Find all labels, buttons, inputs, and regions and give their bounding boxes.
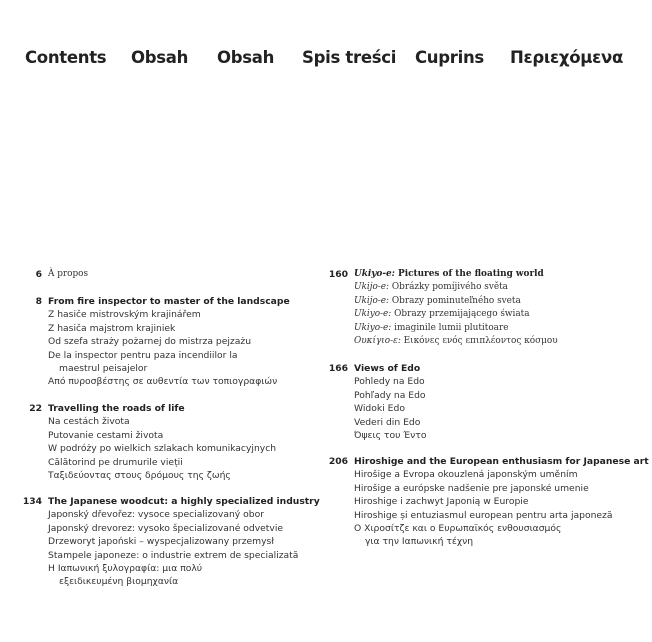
toc-entry[interactable] (320, 268, 652, 362)
translation-italic-part: Ukiyo-e: (354, 322, 392, 333)
entry-translation: Widoki Edo (354, 403, 405, 415)
translation-rest: Εικόνες ενός επιπλέοντος κόσμου (400, 336, 558, 347)
toc-entry[interactable] (0, 268, 320, 295)
entry-translation: De la inspector pentru paza incendiilor la (48, 349, 238, 361)
toc-entry[interactable] (320, 455, 652, 549)
page-number: 134 (22, 496, 42, 507)
toc-left-column (0, 268, 320, 589)
toc-entry[interactable] (0, 495, 320, 589)
entry-translation: Από πυροσβέστης σε αυθεντία των τοπιογραφιών (48, 376, 278, 388)
toc-entry[interactable] (320, 362, 652, 455)
entry-translation: Η Ιαπωνική ξυλογραφία: μια πολύ (48, 563, 203, 575)
entry-translation: Hiroshige i zachwyt Japonią w Europie (354, 496, 529, 508)
toc-entry[interactable] (0, 295, 320, 402)
entry-translation: Pohľady na Edo (354, 389, 426, 401)
translation-rest: imaginile lumii plutitoare (391, 322, 509, 333)
entry-translation: W podróży po wielkich szlakach komunikacyjnych (48, 443, 277, 455)
entry-title: Views of Edo (354, 363, 421, 374)
entry-translation: Japonský drevorez: vysoko špecializované odvetvie (48, 522, 284, 534)
heading-polish: Spis treści (302, 48, 397, 67)
entry-translation: Hiroshige și entuziasmul european pentru arta japoneză (354, 509, 613, 521)
page-number: 160 (328, 269, 348, 280)
page-number: 166 (328, 363, 348, 374)
entry-translation: Od szefa straży pożarnej do mistrza pejzażu (48, 336, 252, 348)
heading-romanian: Cuprins (415, 48, 484, 67)
translation-rest: Obrazy przemijającego świata (391, 309, 530, 320)
entry-translation: maestrul peisajelor (59, 363, 148, 375)
entry-title: The Japanese woodcut: a highly specialized industry (48, 496, 320, 507)
entry-translation: Vederi din Edo (354, 416, 421, 428)
entry-translation: Όψεις του Έντο (354, 430, 427, 442)
entry-translation (354, 281, 652, 294)
title-rest: Pictures of the floating world (394, 269, 544, 279)
translation-italic-part: Ukiyo-e: (354, 309, 392, 320)
page-number: 206 (328, 456, 348, 467)
translation-italic-part: Ουκίγιο-ε: (354, 336, 401, 347)
entry-translation (354, 335, 652, 348)
translation-italic-part: Ukijo-e: (354, 295, 390, 306)
page-number: 22 (29, 403, 42, 414)
toc-right-column (320, 268, 652, 549)
entry-translation (354, 322, 652, 335)
entry-translation: Hirošige a Evropa okouzlená japonským uměním (354, 469, 578, 481)
entry-translation: Drzeworyt japoński – wyspecjalizowany przemysł (48, 536, 274, 548)
entry-title: Hiroshige and the European enthusiasm for Japanese art (354, 456, 649, 467)
entry-translation: Na cestách života (48, 416, 130, 428)
page-number: 8 (35, 296, 42, 307)
entry-translation: Ταξιδεύοντας στους δρόμους της ζωής (48, 470, 231, 482)
heading-slovak: Obsah (217, 48, 275, 67)
entry-translation (354, 308, 652, 321)
heading-english: Contents (25, 48, 107, 67)
entry-title (354, 268, 652, 281)
entry-title: From fire inspector to master of the landscape (48, 296, 290, 307)
entry-translation: Stampele japoneze: o industrie extrem de specializată (48, 549, 299, 561)
entry-translation: Putovanie cestami života (48, 429, 164, 441)
translation-rest: Obrazy pominuteľného sveta (389, 295, 521, 306)
translation-italic-part: Ukijo-e: (354, 282, 390, 293)
heading-czech: Obsah (131, 48, 189, 67)
entry-translation (354, 295, 652, 308)
entry-translation: Z hasiča majstrom krajiniek (48, 322, 176, 334)
entry-title: À propos (48, 269, 89, 279)
entry-translation: εξειδικευμένη βιομηχανία (59, 576, 179, 588)
entry-title: Travelling the roads of life (48, 403, 185, 414)
contents-header (0, 48, 652, 74)
title-italic-part: Ukiyo-e: (354, 269, 395, 279)
heading-greek: Περιεχόμενα (510, 48, 623, 67)
entry-translation: Hirošige a európske nadšenie pre japonské umenie (354, 482, 589, 494)
entry-translation: Z hasiče mistrovským krajinářem (48, 309, 201, 321)
entry-translation: Ο Χιροσίτζε και ο Ευρωπαϊκός ενθουσιασμός (354, 523, 562, 535)
translation-rest: Obrázky pomíjivého světa (389, 282, 508, 293)
page-number: 6 (35, 269, 42, 280)
entry-translation: Japonský dřevořez: vysoce specializovaný obor (48, 509, 264, 521)
toc-entry[interactable] (0, 402, 320, 495)
entry-translation: Călătorind pe drumurile vieții (48, 456, 183, 468)
entry-translation: Pohledy na Edo (354, 376, 425, 388)
entry-translation: για την Ιαπωνική τέχνη (365, 536, 474, 548)
